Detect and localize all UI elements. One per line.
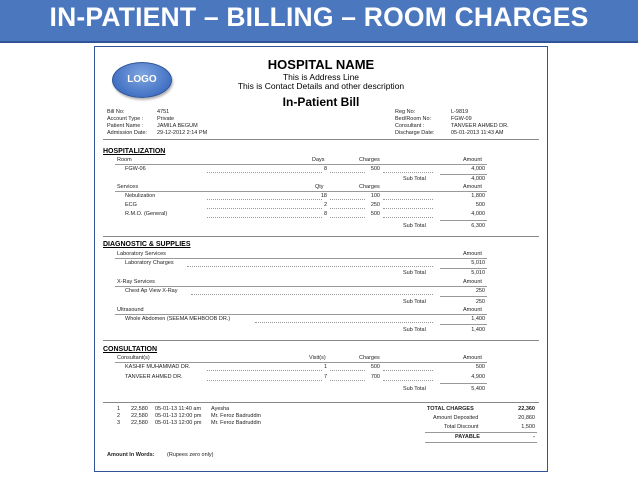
leader-dots <box>383 217 433 218</box>
amount-in-words-label: Amount In Words: <box>107 452 155 458</box>
consultant-value: TANVEER AHMED DR. <box>451 123 509 129</box>
discharge-date-label: Discharge Date: <box>395 130 435 136</box>
room-row-qty: 8 <box>323 166 327 172</box>
service-row-charges: 250 <box>370 202 380 208</box>
ultrasound-subtotal-label: Sub Total <box>403 327 426 333</box>
service-row-name: Nebulization <box>125 193 156 199</box>
section-consultation: CONSULTATION <box>103 346 158 353</box>
room-amount-header: Amount <box>463 157 482 163</box>
service-row-amount: 500 <box>475 202 485 208</box>
divider <box>103 340 539 341</box>
lab-amount-header: Amount <box>463 251 482 257</box>
leader-dots <box>207 380 322 381</box>
lab-row-name: Laboratory Charges <box>125 260 174 266</box>
xray-row-amount: 250 <box>475 288 485 294</box>
consultant-row-amount: 500 <box>475 364 485 370</box>
account-type-value: Private <box>157 116 175 122</box>
reg-no-value: L-9819 <box>451 109 469 115</box>
subtotal-line <box>440 296 487 297</box>
consult-charges-header: Charges <box>359 355 380 361</box>
services-header: Services <box>117 184 139 190</box>
amount-deposited-value: 20,860 <box>518 415 535 421</box>
section-diagnostic: DIAGNOSTIC & SUPPLIES <box>103 241 191 248</box>
reg-no-label: Reg No: <box>395 109 416 115</box>
leader-dots <box>207 208 322 209</box>
contact-line: This is Contact Details and other description <box>237 81 405 91</box>
leader-dots <box>255 322 433 323</box>
consultants-header: Consultant(s) <box>117 355 150 361</box>
leader-dots <box>383 370 433 371</box>
payment-date: 05-01-13 11:40 am <box>155 406 202 412</box>
leader-dots <box>207 217 322 218</box>
xray-subtotal: 250 <box>475 299 485 305</box>
service-row-charges: 500 <box>370 211 380 217</box>
payment-no: 1 <box>117 406 121 412</box>
bill-document <box>94 46 548 472</box>
subtotal-line <box>440 220 487 221</box>
payment-date: 05-01-13 12:00 pm <box>155 413 202 419</box>
payable-line <box>425 432 537 433</box>
payment-amount: 22,580 <box>131 420 148 426</box>
ultrasound-header: Ultrasound <box>117 307 144 313</box>
leader-dots <box>191 294 433 295</box>
payment-no: 2 <box>117 413 121 419</box>
payment-no: 3 <box>117 420 121 426</box>
slide-title: IN-PATIENT – BILLING – ROOM CHARGES <box>49 2 589 32</box>
row-underline <box>115 286 487 287</box>
row-underline <box>115 362 487 363</box>
ultrasound-row-amount: 1,400 <box>471 316 485 322</box>
payable-line <box>425 442 537 443</box>
section-hospitalization: HOSPITALIZATION <box>103 148 166 155</box>
divider <box>103 236 539 237</box>
payment-amount: 22,580 <box>131 406 148 412</box>
subtotal-line <box>440 268 487 269</box>
bill-no-value: 4751 <box>157 109 170 115</box>
room-days-header: Days <box>312 157 325 163</box>
total-charges-label: TOTAL CHARGES <box>427 406 474 412</box>
total-charges-value: 22,360 <box>518 406 535 412</box>
patient-name-label: Patient Name : <box>107 123 144 129</box>
service-row-amount: 4,000 <box>471 211 485 217</box>
subtotal-line <box>440 324 487 325</box>
ultrasound-amount-header: Amount <box>463 307 482 313</box>
discharge-date-value: 05-01-2013 11:43 AM <box>451 130 504 136</box>
consultant-label: Consultant : <box>395 123 425 129</box>
xray-row-name: Chest Ap View X-Ray <box>125 288 178 294</box>
consult-subtotal-label: Sub Total <box>403 386 426 392</box>
leader-dots <box>207 199 322 200</box>
xray-header: X-Ray Services <box>117 279 155 285</box>
row-underline <box>115 164 487 165</box>
services-charges-header: Charges <box>359 184 380 190</box>
lab-row-amount: 5,010 <box>471 260 485 266</box>
service-row-amount: 1,800 <box>471 193 485 199</box>
bill-title: In-Patient Bill <box>282 95 360 109</box>
patient-name-value: JAMILA BEGUM <box>157 123 198 129</box>
payment-by: Mr. Feroz Badruddin <box>211 420 261 426</box>
visits-header: Visit(s) <box>309 355 326 361</box>
room-subtotal: 4,000 <box>471 176 485 182</box>
divider <box>103 402 539 403</box>
lab-header: Laboratory Services <box>117 251 166 257</box>
amount-deposited-label: Amount Deposited <box>433 415 479 421</box>
xray-amount-header: Amount <box>463 279 482 285</box>
leader-dots <box>207 172 322 173</box>
leader-dots <box>187 266 433 267</box>
payable-value: - <box>533 434 535 440</box>
account-type-label: Account Type : <box>107 116 144 122</box>
address-line: This is Address Line <box>282 72 360 82</box>
consultant-row-amount: 4,900 <box>471 374 485 380</box>
consult-amount-header: Amount <box>463 355 482 361</box>
room-row-name: FGW-06 <box>125 166 146 172</box>
total-discount-value: 1,500 <box>521 424 535 430</box>
services-amount-header: Amount <box>463 184 482 190</box>
row-underline <box>115 314 487 315</box>
consultant-row-name: KASHIF MUHAMMAD DR. <box>125 364 191 370</box>
title-banner <box>0 0 638 43</box>
lab-subtotal-label: Sub Total <box>403 270 426 276</box>
consultant-row-charges: 500 <box>370 364 380 370</box>
services-subtotal-label: Sub Total <box>403 223 426 229</box>
row-underline <box>115 258 487 259</box>
lab-subtotal: 5,010 <box>471 270 485 276</box>
leader-dots <box>383 380 433 381</box>
service-row-qty: 8 <box>323 211 327 217</box>
bed-room-label: Bed/Room No: <box>395 116 432 122</box>
room-header: Room <box>117 157 132 163</box>
service-row-name: ECG <box>125 202 137 208</box>
room-row-charges: 500 <box>370 166 380 172</box>
ultrasound-row-name: Whole Abdomen (SEEMA MEHBOOB DR.) <box>125 316 231 322</box>
subtotal-line <box>440 174 487 175</box>
amount-in-words-value: (Rupees zero only) <box>167 452 214 458</box>
leader-dots <box>383 208 433 209</box>
service-row-qty: 2 <box>323 202 327 208</box>
logo-badge: LOGO <box>112 62 172 98</box>
leader-dots <box>207 370 322 371</box>
room-charges-header: Charges <box>359 157 380 163</box>
leader-dots <box>383 199 433 200</box>
payment-by: Mr. Feroz Badruddin <box>211 413 261 419</box>
payment-by: Ayesha <box>211 406 230 412</box>
total-discount-label: Total Discount <box>444 424 479 430</box>
service-row-qty: 18 <box>320 193 327 199</box>
divider <box>103 139 539 140</box>
admission-date-value: 29-12-2012 2:14 PM <box>157 130 208 136</box>
consultant-row-charges: 700 <box>370 374 380 380</box>
services-qty-header: Qty <box>315 184 324 190</box>
room-row-amount: 4,000 <box>471 166 485 172</box>
payment-date: 05-01-13 12:00 pm <box>155 420 202 426</box>
admission-date-label: Admission Date: <box>107 130 148 136</box>
ultrasound-subtotal: 1,400 <box>471 327 485 333</box>
service-row-charges: 100 <box>370 193 380 199</box>
row-underline <box>115 191 487 192</box>
payable-label: PAYABLE <box>455 434 480 440</box>
leader-dots <box>383 172 433 173</box>
bill-no-label: Bill No: <box>107 109 125 115</box>
consultant-row-visits: 1 <box>323 364 327 370</box>
xray-subtotal-label: Sub Total <box>403 299 426 305</box>
bed-room-value: FGW-09 <box>451 116 472 122</box>
hospital-name: HOSPITAL NAME <box>267 57 375 72</box>
consult-subtotal: 5,400 <box>471 386 485 392</box>
consultant-row-name: TANVEER AHMED DR. <box>125 374 183 380</box>
room-subtotal-label: Sub Total <box>403 176 426 182</box>
service-row-name: R.M.O. (General) <box>125 211 168 217</box>
services-subtotal: 6,300 <box>471 223 485 229</box>
payment-amount: 22,580 <box>131 413 148 419</box>
consultant-row-visits: 7 <box>323 374 327 380</box>
subtotal-line <box>440 383 487 384</box>
